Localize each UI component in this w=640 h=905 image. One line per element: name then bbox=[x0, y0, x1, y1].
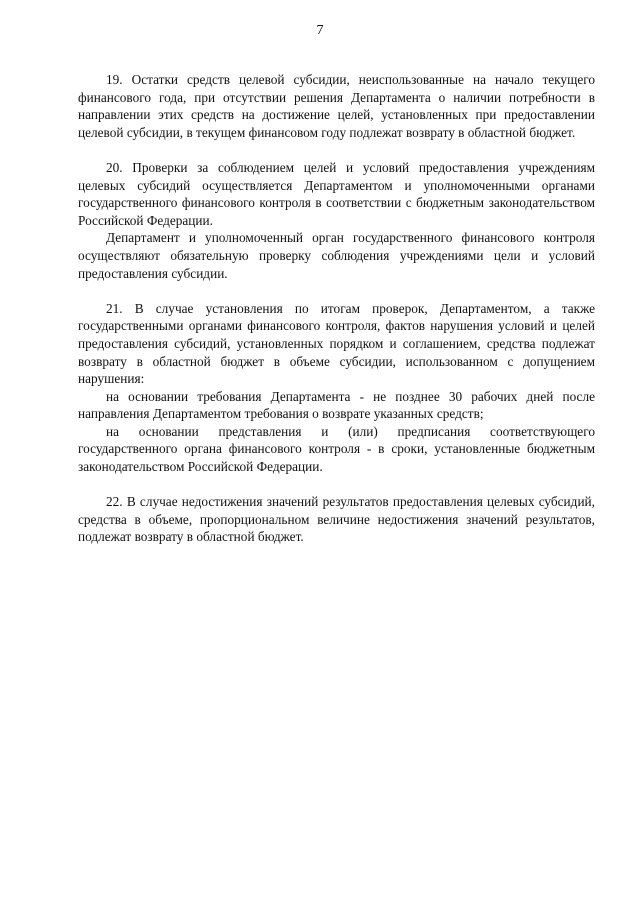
paragraph-20-continued: Департамент и уполномоченный орган государственного финансового контроля осуществляют обязательную проверку соблюдения учреждениями цели и условий предоставления субсидии. bbox=[78, 230, 595, 281]
page-number: 7 bbox=[316, 23, 324, 38]
paragraph-20: 20. Проверки за соблюдением целей и условий предоставления учреждениям целевых субсидий осуществляется Департаментом и уполномоченными органами государственного финансового контроля в соответствии с бюджетным законодательством Российской Федерации. bbox=[78, 159, 595, 228]
document-body bbox=[78, 71, 595, 546]
paragraph-21-item-1: на основании требования Департамента - не позднее 30 рабочих дней после направления Департаментом требования о возврате указанных средств; bbox=[78, 388, 595, 422]
paragraph-21-item-2: на основании представления и (или) предписания соответствующего государственного органа финансового контроля - в сроки, установленные бюджетным законодательством Российской Федерации. bbox=[78, 423, 595, 475]
paragraph-22: 22. В случае недостижения значений результатов предоставления целевых субсидий, средства в объеме, пропорциональном величине недостижения значений результатов, подлежат возврату в областной бюджет. bbox=[78, 494, 595, 545]
paragraph-19: 19. Остатки средств целевой субсидии, неиспользованные на начало текущего финансового года, при отсутствии решения Департамента о наличии потребности в направлении этих средств на достижение целей, установленных при предоставлении целевой субсидии, в текущем финансовом году подлежат возврату в областной бюджет. bbox=[78, 72, 595, 140]
paragraph-21: 21. В случае установления по итогам проверок, Департаментом, а также государственными органами финансового контроля, фактов нарушения условий и целей предоставления субсидий, установленных порядком и соглашением, средства подлежат возврату в областной бюджет в объеме субсидии, использованном с допущением нарушения: bbox=[78, 300, 595, 387]
